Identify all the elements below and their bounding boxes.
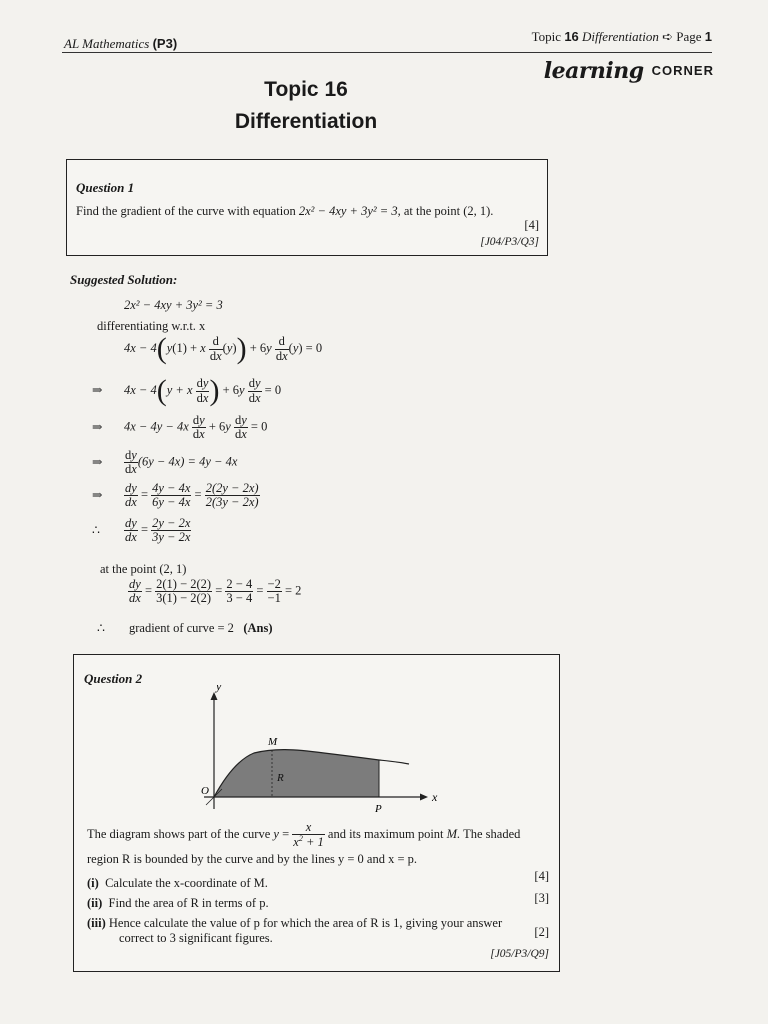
solution-step-4: ⇒ $\frac{dy}{dx}$ (6y − 4x) = 4y − 4x	[92, 448, 238, 477]
q2-part-ii: (ii) Find the area of R in terms of p.	[87, 896, 269, 910]
q2-text1-end: The shaded	[463, 827, 521, 842]
region-r-label: R	[277, 772, 284, 784]
page-arrow-icon: ➪	[662, 29, 673, 44]
q2-part-i-marks: [4]	[534, 869, 549, 883]
answer-label: (Ans)	[243, 621, 273, 635]
solution-step-7: $\frac{dy}{dx}$ = $\frac{2(1) - 2(2)}{3(1) - 2(2)}$ = $\frac{2 - 4}{3 - 4}$ = $\frac{-2}{-1}$ = 2	[129, 577, 302, 606]
solution-eq0: 2x² − 4xy + 3y² = 3	[124, 298, 223, 312]
question-1-box	[66, 159, 548, 256]
q2-part-ii-marks: [3]	[534, 891, 549, 905]
x-axis-label: x	[432, 790, 438, 804]
q2-part-iii-marks: [2]	[534, 925, 549, 939]
solution-step-6: ∴ $\frac{dy}{dx}$ = $\frac{2y - 2x}{3y - 2x}$	[92, 516, 191, 545]
logo-word: CORNER	[651, 63, 714, 78]
page-label: Page	[676, 29, 702, 44]
point-m-label: M	[268, 736, 278, 748]
q2-part-i: (i) Calculate the x-coordinate of M.	[87, 876, 268, 890]
q2-text-line-2: region R is bounded by the curve and by the lines y = 0 and x = p.	[87, 852, 418, 866]
question-1-heading: Question 1	[76, 180, 135, 195]
solution-step-5: ⇒ $\frac{dy}{dx}$ = $\frac{4y - 4x}{6y - 4x}$ = $\frac{2(2y - 2x)}{2(3y - 2x)}$	[92, 481, 259, 510]
x-axis-arrow-icon	[420, 794, 428, 801]
curve-diagram	[184, 685, 454, 815]
point-p-label: P	[375, 803, 382, 815]
topic-number: 16	[564, 29, 579, 44]
q1-reference: [J04/P3/Q3]	[480, 236, 539, 248]
q2-reference: [J05/P3/Q9]	[490, 948, 549, 960]
q1-text-before: Find the gradient of the curve with equation	[76, 204, 296, 218]
q1-marks: [4]	[524, 218, 539, 232]
solution-step-2: ⇒ 4x − 4(y + x $\frac{dy}{dx}$ ) + 6y $\frac{dy}{dx}$ = 0	[92, 374, 282, 407]
solution-heading: Suggested Solution:	[70, 272, 178, 287]
y-axis-label: y	[216, 685, 222, 693]
q1-equation: 2x² − 4xy + 3y² = 3,	[298, 204, 401, 218]
logo-script: learning	[543, 58, 644, 84]
curve-line	[379, 760, 409, 764]
solution-at-point: at the point (2, 1)	[100, 562, 187, 576]
q2-text1-before: The diagram shows part of the curve	[87, 827, 271, 842]
q2-text-line-1: The diagram shows part of the curve y = $\frac{x}{x^2 + 1}$ and its maximum point M. The shaded	[87, 820, 521, 850]
y-axis-arrow-icon	[211, 692, 218, 700]
topic-name: Differentiation	[582, 29, 659, 44]
header-topic	[532, 29, 712, 45]
topic-label: Topic	[531, 29, 562, 44]
q2-text1-after: and its maximum point	[327, 827, 444, 842]
q2-text1-m: M.	[446, 827, 461, 842]
solution-step-1: 4x − 4(y(1) + x $\frac{d}{dx}$ (y)) + 6y $\frac{d}{dx}$ (y) = 0	[124, 332, 323, 365]
conclusion-text: gradient of curve = 2	[129, 621, 234, 635]
q2-part-iii: (iii) Hence calculate the value of p for which the area of R is 1, giving your answer	[87, 916, 503, 930]
solution-step-3: ⇒ 4x − 4y − 4x $\frac{dy}{dx}$ + 6y $\frac{dy}{dx}$ = 0	[92, 413, 268, 442]
solution-conclusion: ∴ gradient of curve = 2 (Ans)	[97, 621, 273, 635]
question-2-heading: Question 2	[84, 671, 143, 686]
question-2-box	[73, 654, 560, 972]
header-subject	[64, 36, 177, 52]
q2-part-iii-cont: correct to 3 significant figures.	[119, 931, 273, 945]
question-1-text	[76, 204, 493, 219]
solution-diff-label: differentiating w.r.t. x	[97, 319, 206, 333]
header-rule	[62, 52, 712, 53]
paper-label: (P3)	[152, 36, 178, 51]
q1-text-after: at the point (2, 1).	[403, 204, 494, 218]
page-title: Topic 16	[264, 78, 348, 101]
origin-label: O	[201, 785, 209, 797]
page-subtitle: Differentiation	[234, 110, 378, 133]
subject-label: AL Mathematics	[64, 36, 150, 51]
page-number: 1	[704, 29, 712, 44]
